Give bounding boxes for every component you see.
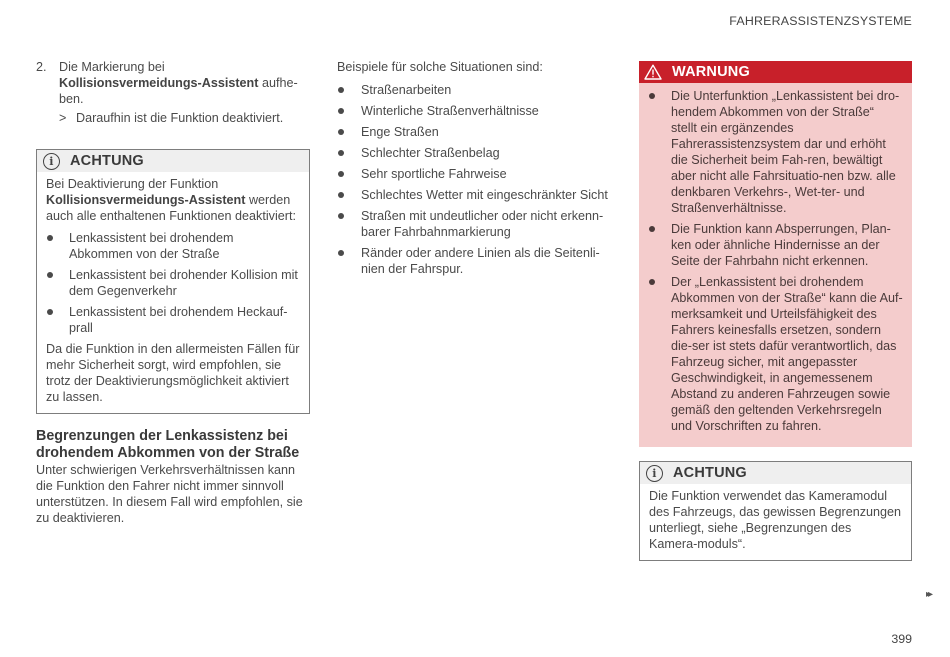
warnung-title: WARNUNG [672,64,750,80]
list-item [648,274,903,434]
step-number: 2. [36,60,47,74]
next-page-arrows-icon: ▸▸ [926,589,931,600]
step-text-after: aufhe-ben. [59,76,298,106]
bullet-icon [47,235,53,241]
warnung-list [648,88,903,434]
list-item [337,103,612,119]
warnung-box [639,61,912,447]
list-item-text: Winterliche Straßenverhältnisse [361,104,539,118]
bullet-icon [338,87,344,93]
step-text-bold: Kollisionsvermeidungs-Assistent [59,76,259,90]
warnung-body [639,83,912,447]
examples-intro: Beispiele für solche Situationen sind: [337,60,543,74]
section-paragraph: Unter schwierigen Verkehrsverhältnissen kann die Funktion den Fahrer nicht immer sinnvoll unterstützen. In diesem Fall wird empfohlen, sie zu deaktivieren. [36,463,303,525]
bullet-icon [649,279,655,285]
list-item-text: Straßen mit undeutlicher oder nicht erkenn-barer Fahrbahnmarkierung [361,209,604,239]
bullet-icon [338,213,344,219]
bullet-icon [338,171,344,177]
list-item [648,221,903,269]
achtung-text-2: Die Funktion verwendet das Kameramodul des Fahrzeugs, das gewissen Begrenzungen unterliegt, siehe „Begrenzungen des Kamera-moduls“. [649,489,902,551]
list-item [337,208,612,240]
achtung-outro: Da die Funktion in den allermeisten Fällen für mehr Sicherheit sorgt, wird empfohlen, sie trotz der Deaktivierungsmöglichkeit aktiviert zu lassen. [46,342,300,404]
list-item-text: Der „Lenkassistent bei drohendem Abkommen von der Straße“ kann die Auf-merksamkeit und Urteilsfähigkeit des Fahrers keinesfalls ersetzen, sondern die-ser ist stets dafür verantwortlich, das Fahrzeug sicher, mit angepasster Geschwindigkeit, in angemessenem Abstand zu anderen Fahrzeugen sowie gemäß den geltenden Verkehrsregeln und Vorschriften zu fahren. [671,275,903,433]
bullet-icon [47,272,53,278]
bullet-icon [338,108,344,114]
bullet-icon [47,309,53,315]
list-item-text: Lenkassistent bei drohendem Heckauf-prall [69,305,288,335]
list-item-text: Ränder oder andere Linien als die Seitenli-nien der Fahrspur. [361,246,600,276]
list-item [337,145,612,161]
bullet-icon [338,250,344,256]
section-heading: Begrenzungen der Lenkassistenz bei drohendem Abkommen von der Straße [36,428,300,461]
bullet-icon [338,150,344,156]
list-item [337,166,612,182]
warnung-header [639,61,912,83]
column-right [639,61,912,561]
achtung-body-1 [37,172,309,413]
warning-triangle-icon [644,64,662,80]
achtung-title-2: ACHTUNG [673,465,747,481]
bullet-icon [649,226,655,232]
column-left [36,59,310,526]
step-item [36,59,310,126]
result-arrow: > [59,111,67,125]
info-circle-icon: i [646,465,663,482]
list-item-text: Die Funktion kann Absperrungen, Plan-ken oder ähnliche Hindernisse an der Seite der Fahrbahn nicht erkennen. [671,222,891,268]
list-item [46,267,300,299]
achtung-intro-bold: Kollisionsvermeidungs-Assistent [46,193,246,207]
list-item [337,187,612,203]
list-item-text: Die Unterfunktion „Lenkassistent bei dro-hendem Abkommen von der Straße“ stellt ein ergänzendes Fahrerassistenzsystem dar und erhöht die Sicherheit beim Fah-ren, bewältigt aber nicht alle Fahrsituatio-nen bzw. alle denkbaren Verkehrs-, Wet-ter- und Straßenverhältnisse. [671,89,900,215]
step-result-text: Daraufhin ist die Funktion deaktiviert. [76,111,284,125]
section-header: FAHRERASSISTENZSYSTEME [729,14,912,28]
achtung-list [46,230,300,336]
bullet-icon [649,93,655,99]
column-middle [337,59,612,282]
list-item-text: Sehr sportliche Fahrweise [361,167,507,181]
list-item-text: Lenkassistent bei drohender Kollision mit dem Gegenverkehr [69,268,298,298]
achtung-intro [46,176,300,224]
bullet-icon [338,192,344,198]
list-item [46,304,300,336]
list-item [648,88,903,216]
achtung-body-2 [640,484,911,560]
examples-list [337,82,612,277]
list-item [337,82,612,98]
achtung-title-1: ACHTUNG [70,153,144,169]
bullet-icon [338,129,344,135]
list-item-text: Schlechtes Wetter mit eingeschränkter Sicht [361,188,608,202]
list-item [46,230,300,262]
step-text-before: Die Markierung bei [59,60,165,74]
list-item-text: Schlechter Straßenbelag [361,146,500,160]
achtung-box-2 [639,461,912,561]
list-item [337,245,612,277]
achtung-intro-before: Bei Deaktivierung der Funktion [46,177,219,191]
achtung-header-1 [37,150,309,172]
info-circle-icon: i [43,153,60,170]
step-result [59,110,310,126]
list-item-text: Enge Straßen [361,125,439,139]
list-item-text: Straßenarbeiten [361,83,452,97]
achtung-header-2 [640,462,911,484]
achtung-intro-after: werden auch alle enthaltenen Funktionen deaktiviert: [46,193,296,223]
achtung-box-1 [36,149,310,414]
list-item-text: Lenkassistent bei drohendem Abkommen von der Straße [69,231,234,261]
list-item [337,124,612,140]
page-number: 399 [891,632,912,646]
